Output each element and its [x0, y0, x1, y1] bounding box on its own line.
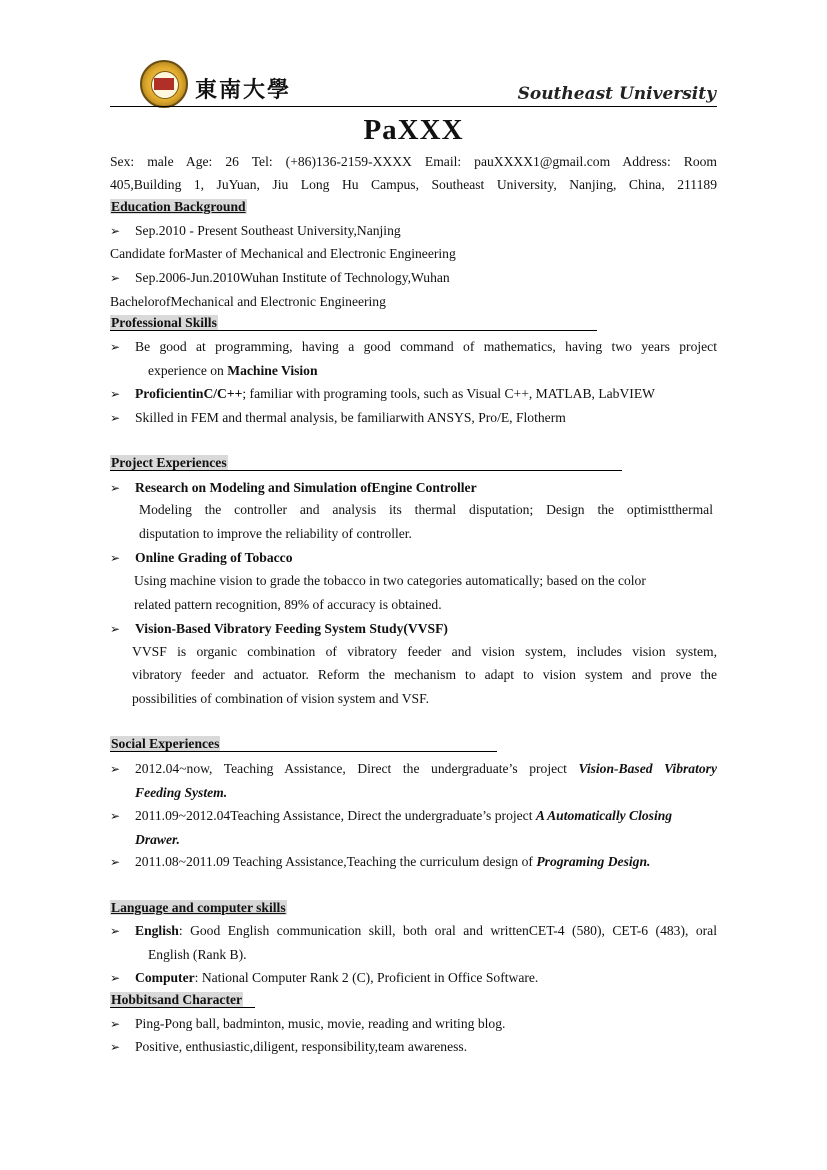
social-item-1-project: Vision-Based Vibratory — [578, 761, 717, 776]
bullet-icon: ➢ — [110, 340, 121, 354]
skills-item-3: Skilled in FEM and thermal analysis, be familiarwith ANSYS, Pro/E, Flotherm — [135, 410, 566, 425]
hobbies-item-1: Ping-Pong ball, badminton, music, movie, reading and writing blog. — [135, 1016, 506, 1031]
language-item-2-text: : National Computer Rank 2 (C), Proficient in Office Software. — [194, 970, 539, 985]
social-item-3 — [135, 852, 650, 872]
skills-item-2 — [135, 384, 655, 404]
social-item-2-text: 2011.09~2012.04Teaching Assistance, Direct the undergraduate’s project — [135, 808, 536, 823]
social-item-2-line2: Drawer. — [135, 832, 180, 847]
skills-item-1-highlight: Machine Vision — [227, 363, 318, 378]
education-item-1-line1: Sep.2010 - Present Southeast University,Nanjing — [135, 223, 401, 238]
project-3-line2: vibratory feeder and actuator. Reform the mechanism to adapt to vision system and prove the — [132, 667, 717, 682]
project-3-line3: possibilities of combination of vision system and VSF. — [132, 691, 429, 706]
section-title: Project Experiences — [111, 455, 227, 470]
bullet-icon: ➢ — [110, 622, 121, 636]
section-title: Social Experiences — [111, 736, 220, 751]
language-item-1-line2: English (Rank B). — [148, 947, 247, 962]
section-skills — [110, 313, 597, 331]
contact-line-2: 405,Building 1, JuYuan, Jiu Long Hu Campus, Southeast University, Nanjing, China, 211189 — [110, 177, 717, 192]
skills-item-1-line2 — [148, 361, 318, 381]
language-item-1-text: : Good English communication skill, both oral and writtenCET-4 (580), CET-6 (483), oral — [178, 923, 717, 938]
bullet-icon: ➢ — [110, 387, 121, 401]
project-2-line1: Using machine vision to grade the tobacco in two categories automatically; based on the color — [134, 573, 646, 588]
section-education — [110, 197, 247, 217]
project-3-title: Vision-Based Vibratory Feeding System Study(VVSF) — [135, 621, 448, 636]
bullet-icon: ➢ — [110, 481, 121, 495]
bullet-icon: ➢ — [110, 855, 121, 869]
section-title: Language and computer skills — [111, 900, 286, 915]
university-name-english: Southeast University — [517, 84, 716, 104]
section-projects — [110, 453, 622, 471]
bullet-icon: ➢ — [110, 551, 121, 565]
project-1-line1: Modeling the controller and analysis its thermal disputation; Design the optimistthermal — [139, 502, 713, 517]
candidate-name: PaXXX — [363, 114, 464, 146]
project-1-line2: disputation to improve the reliability of controller. — [139, 526, 412, 541]
skills-item-2-highlight: ProficientinC/C++ — [135, 386, 243, 401]
section-hobbies — [110, 990, 255, 1008]
social-item-3-text: 2011.08~2011.09 Teaching Assistance,Teaching the curriculum design of — [135, 854, 537, 869]
education-item-2-line1: Sep.2006-Jun.2010Wuhan Institute of Technology,Wuhan — [135, 270, 450, 285]
project-1-title: Research on Modeling and Simulation ofEngine Controller — [135, 480, 477, 495]
bullet-icon: ➢ — [110, 809, 121, 823]
contact-line-1: Sex: male Age: 26 Tel: (+86)136-2159-XXXX Email: pauXXXX1@gmail.com Address: Room — [110, 154, 717, 169]
hobbies-item-2: Positive, enthusiastic,diligent, responsibility,team awareness. — [135, 1039, 468, 1054]
bullet-icon: ➢ — [110, 1017, 121, 1031]
project-3-line1: VVSF is organic combination of vibratory feeder and vision system, includes vision system, — [132, 644, 717, 659]
project-2-title: Online Grading of Tobacco — [135, 550, 293, 565]
bullet-icon: ➢ — [110, 762, 121, 776]
section-title: Professional Skills — [111, 315, 217, 330]
university-logo — [140, 60, 188, 108]
bullet-icon: ➢ — [110, 411, 121, 425]
language-item-2 — [135, 968, 538, 988]
language-label-english: English — [135, 923, 179, 938]
social-item-1-line2: Feeding System. — [135, 785, 228, 800]
section-language — [110, 898, 287, 918]
project-2-line2: related pattern recognition, 89% of accuracy is obtained. — [134, 597, 442, 612]
social-item-2-project: A Automatically Closing — [535, 808, 673, 823]
section-title: Hobbitsand Character — [111, 992, 243, 1007]
bullet-icon: ➢ — [110, 1040, 121, 1054]
education-item-1-line2: Candidate forMaster of Mechanical and Electronic Engineering — [110, 246, 456, 261]
bullet-icon: ➢ — [110, 271, 121, 285]
language-label-computer: Computer — [135, 970, 195, 985]
section-title: Education Background — [111, 199, 246, 214]
skills-item-1-text: experience on — [148, 363, 228, 378]
education-item-2-line2: BachelorofMechanical and Electronic Engineering — [110, 294, 386, 309]
bullet-icon: ➢ — [110, 971, 121, 985]
bullet-icon: ➢ — [110, 924, 121, 938]
social-item-3-project: Programing Design. — [536, 854, 651, 869]
university-name-chinese: 東南大學 — [195, 77, 292, 103]
social-item-2-line1 — [135, 806, 717, 826]
bullet-icon: ➢ — [110, 224, 121, 238]
section-social — [110, 734, 497, 752]
skills-item-1-line1: Be good at programming, having a good command of mathematics, having two years project — [135, 339, 717, 354]
social-item-1-line1 — [135, 759, 717, 779]
social-item-1-text: 2012.04~now, Teaching Assistance, Direct the undergraduate’s project — [135, 761, 579, 776]
header-divider — [110, 106, 717, 107]
language-item-1-line1 — [135, 921, 717, 941]
skills-item-2-text: ; familiar with programing tools, such as Visual C++, MATLAB, LabVIEW — [242, 386, 655, 401]
